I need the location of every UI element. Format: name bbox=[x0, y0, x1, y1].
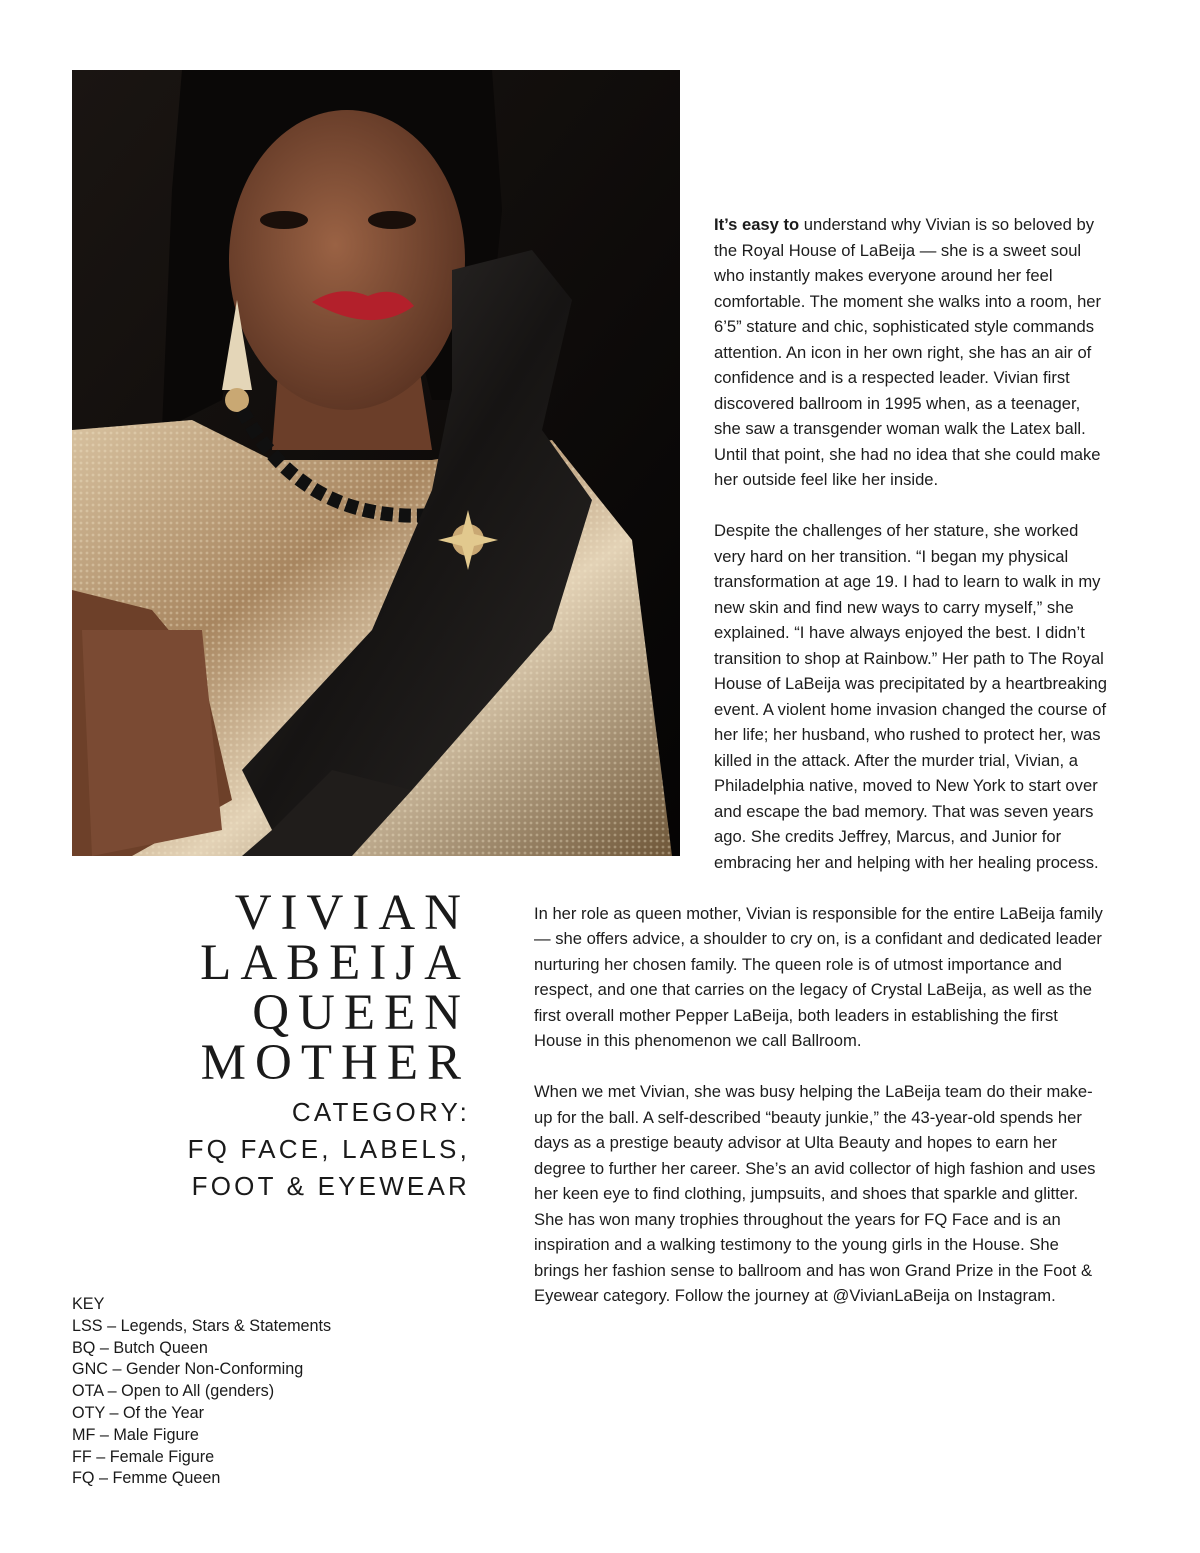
key-item: BQ – Butch Queen bbox=[72, 1338, 208, 1357]
category-label bbox=[188, 1094, 470, 1205]
key-item: GNC – Gender Non-Conforming bbox=[72, 1360, 304, 1379]
key-item: FF – Female Figure bbox=[72, 1447, 215, 1466]
article-body bbox=[534, 212, 1108, 1334]
key-item: OTY – Of the Year bbox=[72, 1403, 204, 1422]
name-line: VIVIAN bbox=[234, 885, 470, 941]
key-title: KEY bbox=[72, 1295, 105, 1313]
category-line: CATEGORY: bbox=[291, 1097, 470, 1127]
key-item: MF – Male Figure bbox=[72, 1425, 199, 1444]
article-paragraph-3: In her role as queen mother, Vivian is responsible for the entire LaBeija family — she offers advice, a shoulder to cry on, is a confidant and dedicated leader nurturing her chosen family. The queen role is of utmost importance and respect, and one that carries on the legacy of Crystal LaBeija, as well as the first overall mother Pepper LaBeija, both leaders in establishing the first House in this phenomenon we call Ballroom. bbox=[534, 903, 1103, 1050]
name-line: LABEIJA bbox=[200, 935, 470, 991]
article-paragraph-4: When we met Vivian, she was busy helping the LaBeija team do their make-up for the ball. A self-described “beauty junkie,” the 43-year-old spends her days as a prestige beauty advisor at Ulta Beauty and hopes to earn her degree to further her career. She’s an avid collector of high fashion and uses her keen eye to find clothing, jumpsuits, and shoes that sparkle and glitter. She has won many trophies throughout the years for FQ Face and is an inspiration and a walking testimony to the young girls in the House. She brings her fashion sense to ballroom and has won Grand Prize in the Foot & Eyewear category. Follow the journey at @VivianLaBeija on Instagram. bbox=[534, 1082, 1096, 1305]
name-line: MOTHER bbox=[200, 1035, 470, 1091]
profile-name-title bbox=[200, 885, 470, 1091]
category-key-legend bbox=[72, 1294, 331, 1490]
category-line: FQ FACE, LABELS, bbox=[187, 1134, 470, 1164]
text-wrap-spacer bbox=[534, 212, 714, 888]
article-paragraph-2: Despite the challenges of her stature, she worked very hard on her transition. “I began my physical transformation at age 19. I had to learn to walk in my new skin and find new ways to carry myself,” she explained. “I have always enjoyed the best. I didn’t transition to shop at Rainbow.” Her path to The Royal House of LaBeija was precipitated by a heartbreaking event. A violent home invasion changed the course of her life; her husband, who rushed to protect her, was killed in the attack. After the murder trial, Vivian, a Philadelphia native, moved to New York to start over and escape the bad memory. That was seven years ago. She credits Jeffrey, Marcus, and Junior for embracing her and helping with her healing process. bbox=[714, 521, 1107, 872]
lead-in: It’s easy to bbox=[714, 215, 800, 234]
paragraph-1-text: understand why Vivian is so beloved by the Royal House of LaBeija — she is a sweet soul who instantly makes everyone around her feel comfortable. The moment she walks into a room, her 6’5” stature and chic, sophisticated style commands attention. An icon in her own right, she has an air of confidence and is a respected leader. Vivian first discovered ballroom in 1995 when, as a teenager, she saw a transgender woman walk the Latex ball. Until that point, she had no idea that she could make her outside feel like her inside. bbox=[714, 215, 1102, 489]
key-item: FQ – Femme Queen bbox=[72, 1469, 221, 1488]
key-item: LSS – Legends, Stars & Statements bbox=[72, 1316, 332, 1335]
key-item: OTA – Open to All (genders) bbox=[72, 1382, 275, 1401]
name-line: QUEEN bbox=[252, 985, 470, 1041]
category-line: FOOT & EYEWEAR bbox=[191, 1171, 470, 1201]
